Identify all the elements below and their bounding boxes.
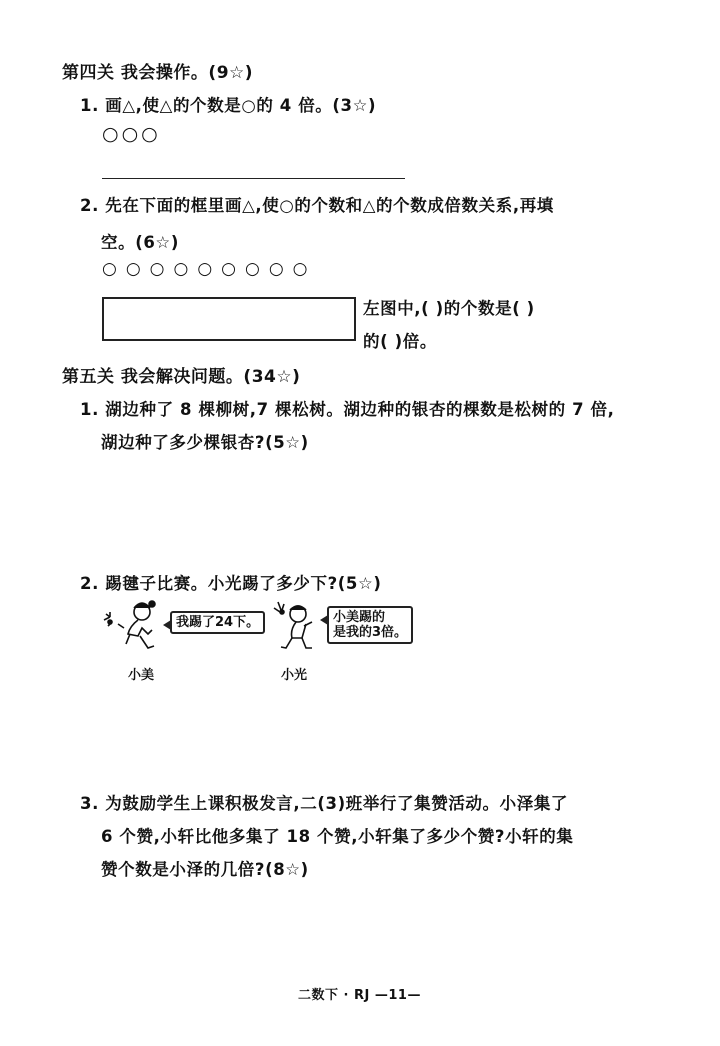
s5-question-2: 2. 踢毽子比赛。小光踢了多少下?(5☆) (80, 574, 382, 593)
triangle-drawing-box[interactable] (102, 297, 356, 341)
s4-question-2-line2: 空。(6☆) (101, 233, 179, 252)
speech-bubble-xiaomei: 我踢了24下。 (170, 611, 265, 634)
s4-q2-circles: ○○○○○○○○○ (102, 259, 317, 279)
s4-q1-answer-line (102, 178, 405, 179)
s5-question-1-line2: 湖边种了多少棵银杏?(5☆) (101, 433, 309, 452)
girl-kicking-shuttlecock-illustration (100, 598, 170, 658)
speech-bubble-xiaoguang (327, 606, 413, 644)
name-xiaomei: 小美 (128, 668, 155, 683)
s5-question-3-line1: 3. 为鼓励学生上课积极发言,二(3)班举行了集赞活动。小泽集了 (80, 794, 569, 813)
boy-kicking-shuttlecock-illustration (270, 598, 325, 658)
s4-q2-fill-line2: 的( )倍。 (363, 332, 437, 351)
bubble-xiaoguang-line2: 是我的3倍。 (333, 625, 408, 640)
s4-question-2-line1: 2. 先在下面的框里画△,使○的个数和△的个数成倍数关系,再填 (80, 196, 554, 215)
name-xiaoguang: 小光 (281, 668, 308, 683)
s4-q2-fill-line1: 左图中,( )的个数是( ) (363, 299, 535, 318)
s5-question-3-line3: 赞个数是小泽的几倍?(8☆) (101, 860, 309, 879)
s5-question-3-line2: 6 个赞,小轩比他多集了 18 个赞,小轩集了多少个赞?小轩的集 (101, 827, 574, 846)
bubble-xiaoguang-line1: 小美踢的 (333, 610, 386, 625)
section5-title: 第五关 我会解决问题。(34☆) (62, 367, 301, 387)
page-footer: 二数下 · RJ —11— (298, 988, 421, 1003)
s4-q1-circles: ○○○ (102, 123, 161, 145)
s5-question-1-line1: 1. 湖边种了 8 棵柳树,7 棵松树。湖边种的银杏的棵数是松树的 7 倍, (80, 400, 615, 419)
section4-title: 第四关 我会操作。(9☆) (62, 63, 254, 83)
s4-question-1: 1. 画△,使△的个数是○的 4 倍。(3☆) (80, 96, 377, 115)
